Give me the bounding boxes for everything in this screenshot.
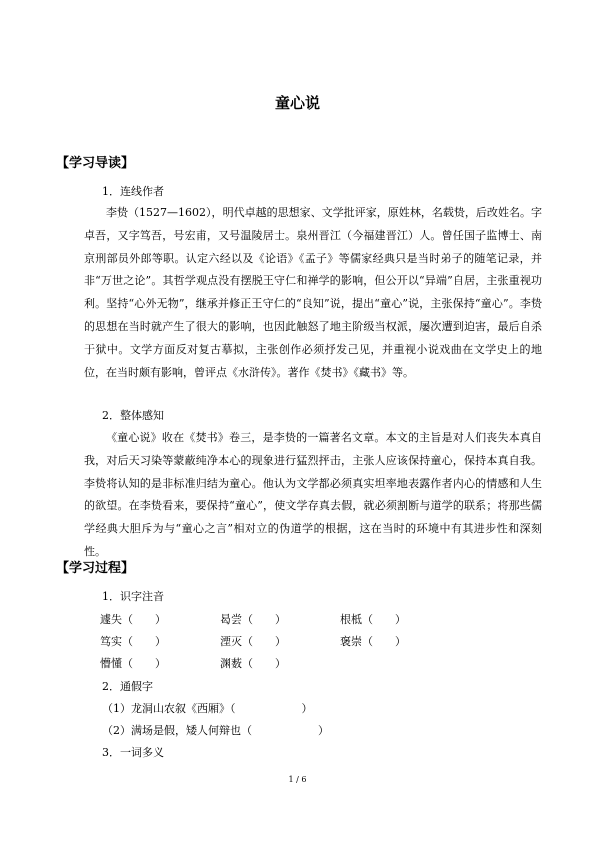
section-overview-title: 2．整体感知 bbox=[102, 409, 164, 422]
author-paragraph: 李贽（1527—1602），明代卓越的思想家、文学批评家，原姓林，名载贽，后改姓名。字卓吾，又字笃吾，号宏甫，又号温陵居士。泉州晋江（今福建晋江）人。曾任国子监博士、南京刑部员外郎等职。认定六经以及《论语》《孟子》等儒家经典只是当时弟子的随笔记录，并非“万世之论”。其哲学观点没有摆脱王守仁和禅学的影响，但公开以“异端”自居，主张重视功利。坚持“心外无物”，继承并修正王守仁的“良知”说，提出“童心”说，主张保持“童心”。李贽的思想在当时就产生了很大的影响，也因此触怒了地主阶级当权派，屡次遭到迫害，最后自杀于狱中。文学方面反对复古摹拟，主张创作必须抒发己见，并重视小说戏曲在文学史上的地位，在当时颇有影响，曾评点《水浒传》。著作《焚书》《藏书》等。 bbox=[84, 206, 542, 379]
guide-heading: 【学习导读】 bbox=[56, 156, 135, 171]
pinyin-item: 湮灭（ ） bbox=[220, 635, 286, 648]
pinyin-item: 笃实（ ） bbox=[100, 635, 166, 648]
pinyin-row bbox=[100, 633, 540, 653]
pinyin-item: 渊薮（ ） bbox=[220, 657, 286, 670]
pinyin-item: 懵懂（ ） bbox=[100, 657, 166, 670]
page-title: 童心说 bbox=[274, 94, 320, 112]
overview-paragraph: 《童心说》收在《焚书》卷三，是李贽的一篇著名文章。本文的主旨是对人们丧失本真自我，对后天习染等蒙蔽纯净本心的现象进行猛烈抨击，主张人应该保持童心，保持本真自我。李贽将认知的是非标准归结为童心。他认为文学都必须真实坦率地表露作者内心的情感和人生的欲望。在李贽看来，要保持“童心”，使文学存真去假，就必须割断与道学的联系；将那些儒学经典大胆斥为与“童心之言”相对立的伪道学的根据，这在当时的环境中有其进步性和深刻性。 bbox=[84, 431, 542, 558]
pinyin-row bbox=[100, 655, 540, 675]
section-polysemy-title: 3．一词多义 bbox=[102, 746, 164, 759]
process-heading: 【学习过程】 bbox=[56, 561, 135, 576]
tongjia-item: （2）满场是假，矮人何辩也（ ） bbox=[102, 724, 329, 737]
pinyin-item: 根柢（ ） bbox=[340, 613, 406, 626]
section-pinyin-title: 1．识字注音 bbox=[102, 590, 164, 603]
section-tongjia-title: 2．通假字 bbox=[102, 680, 153, 693]
pinyin-item: 遽失（ ） bbox=[100, 613, 166, 626]
pinyin-row bbox=[100, 611, 540, 631]
tongjia-item: （1）龙洞山农叙《西厢》（ ） bbox=[102, 702, 313, 715]
section-author-title: 1．连线作者 bbox=[102, 185, 164, 198]
page-number: 1 / 6 bbox=[288, 775, 307, 784]
pinyin-item: 曷尝（ ） bbox=[220, 613, 286, 626]
pinyin-item: 褒崇（ ） bbox=[340, 635, 406, 648]
